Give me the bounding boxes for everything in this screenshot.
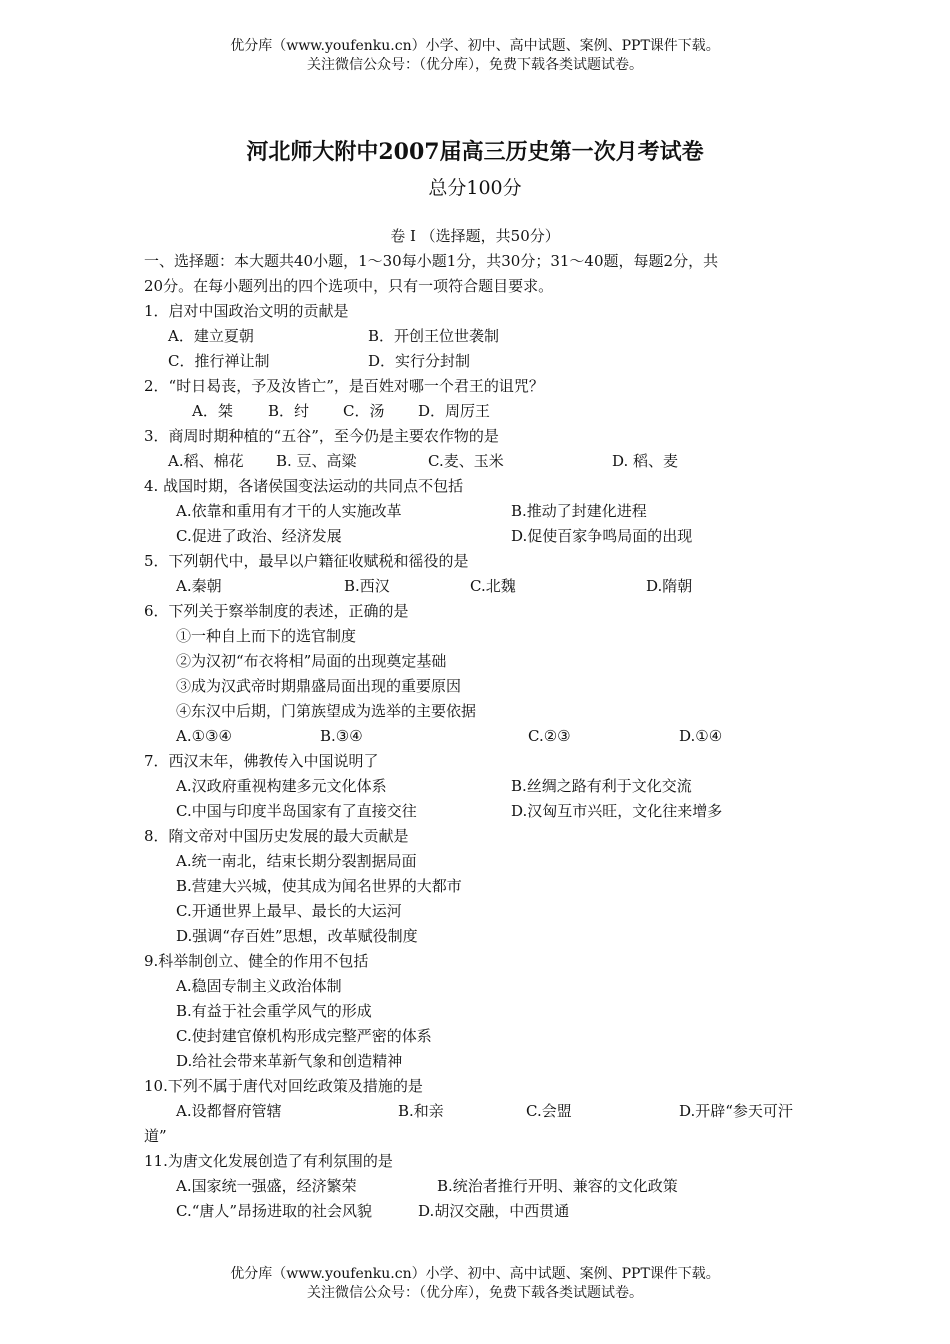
q2-option-d: D．周厉王 — [418, 402, 491, 420]
q2-option-b: B．纣 — [268, 402, 310, 420]
q9-option-d: D.给社会带来革新气象和创造精神 — [176, 1052, 403, 1070]
q6-statement-3: ③成为汉武帝时期鼎盛局面出现的重要原因 — [176, 677, 462, 695]
q10-stem: 10.下列不属于唐代对回纥政策及措施的是 — [144, 1077, 423, 1095]
q1-option-b: B．开创王位世袭制 — [368, 327, 500, 345]
instructions-line-1: 一、选择题：本大题共40小题，1～30每小题1分，共30分；31～40题，每题2分，共 — [144, 252, 719, 270]
q6-option-c: C.②③ — [528, 727, 571, 745]
q11-option-b: B.统治者推行开明、兼容的文化政策 — [437, 1177, 678, 1195]
footer-line-1: 优分库（www.youfenku.cn）小学、初中、高中试题、案例、PPT课件下载。 — [230, 1266, 720, 1282]
header-line-1: 优分库（www.youfenku.cn）小学、初中、高中试题、案例、PPT课件下载。 — [230, 38, 720, 54]
q6-option-a: A.①③④ — [176, 727, 232, 745]
exam-title: 河北师大附中2007届高三历史第一次月考试卷 — [246, 139, 704, 165]
exam-total-score: 总分100分 — [428, 177, 522, 199]
q11-option-c: C.“唐人”昂扬进取的社会风貌 — [176, 1202, 373, 1220]
q8-option-d: D.强调“存百姓”思想，改革赋役制度 — [176, 927, 418, 945]
q3-option-b: B. 豆、高粱 — [276, 452, 357, 470]
q5-option-d: D.隋朝 — [646, 577, 693, 595]
q8-option-b: B.营建大兴城，使其成为闻名世界的大都市 — [176, 877, 462, 895]
q3-option-c: C.麦、玉米 — [428, 452, 504, 470]
q1-option-d: D．实行分封制 — [368, 352, 471, 370]
q5-option-b: B.西汉 — [344, 577, 390, 595]
q7-option-c: C.中国与印度半岛国家有了直接交往 — [176, 802, 417, 820]
footer-line-2: 关注微信公众号：（优分库），免费下载各类试题试卷。 — [307, 1285, 643, 1301]
q7-option-a: A.汉政府重视构建多元文化体系 — [176, 777, 387, 795]
q11-option-d: D.胡汉交融，中西贯通 — [418, 1202, 570, 1220]
q3-stem: 3．商周时期种植的“五谷”，至今仍是主要农作物的是 — [144, 427, 499, 445]
q1-stem: 1．启对中国政治文明的贡献是 — [144, 302, 349, 320]
q10-option-d-continued: 道” — [144, 1127, 167, 1145]
q3-option-d: D. 稻、麦 — [612, 452, 679, 470]
header-line-2: 关注微信公众号：（优分库），免费下载各类试题试卷。 — [307, 57, 643, 73]
q5-stem: 5．下列朝代中，最早以户籍征收赋税和徭役的是 — [144, 552, 469, 570]
q5-option-c: C.北魏 — [470, 577, 516, 595]
q8-option-a: A.统一南北，结束长期分裂割据局面 — [176, 852, 417, 870]
q1-option-c: C．推行禅让制 — [168, 352, 270, 370]
q10-option-b: B.和亲 — [398, 1102, 444, 1120]
q4-option-a: A.依靠和重用有才干的人实施改革 — [176, 502, 402, 520]
q6-stem: 6．下列关于察举制度的表述，正确的是 — [144, 602, 409, 620]
q3-option-a: A.稻、棉花 — [168, 452, 244, 470]
q8-option-c: C.开通世界上最早、最长的大运河 — [176, 902, 402, 920]
q6-statement-2: ②为汉初“布衣将相”局面的出现奠定基础 — [176, 652, 447, 670]
q7-option-d: D.汉匈互市兴旺，文化往来增多 — [511, 802, 723, 820]
section-heading: 卷 I （选择题，共50分） — [390, 227, 560, 245]
q1-option-a: A．建立夏朝 — [168, 327, 254, 345]
q7-stem: 7．西汉末年，佛教传入中国说明了 — [144, 752, 379, 770]
q9-option-c: C.使封建官僚机构形成完整严密的体系 — [176, 1027, 432, 1045]
q11-option-a: A.国家统一强盛，经济繁荣 — [176, 1177, 357, 1195]
q9-option-b: B.有益于社会重学风气的形成 — [176, 1002, 372, 1020]
q2-option-a: A．桀 — [192, 402, 233, 420]
q7-option-b: B.丝绸之路有利于文化交流 — [511, 777, 692, 795]
q5-option-a: A.秦朝 — [176, 577, 222, 595]
q8-stem: 8．隋文帝对中国历史发展的最大贡献是 — [144, 827, 409, 845]
q2-option-c: C．汤 — [343, 402, 385, 420]
q4-option-b: B.推动了封建化进程 — [511, 502, 647, 520]
q10-option-d: D.开辟“参天可汗 — [679, 1102, 793, 1120]
q11-stem: 11.为唐文化发展创造了有利氛围的是 — [144, 1152, 393, 1170]
q6-option-b: B.③④ — [320, 727, 363, 745]
q6-statement-1: ①一种自上而下的选官制度 — [176, 627, 357, 645]
q4-option-c: C.促进了政治、经济发展 — [176, 527, 342, 545]
q9-option-a: A.稳固专制主义政治体制 — [176, 977, 342, 995]
q10-option-a: A.设都督府管辖 — [176, 1102, 282, 1120]
q6-statement-4: ④东汉中后期，门第族望成为选举的主要依据 — [176, 702, 477, 720]
q9-stem: 9.科举制创立、健全的作用不包括 — [144, 952, 369, 970]
q2-stem: 2．“时日曷丧，予及汝皆亡”，是百姓对哪一个君王的诅咒？ — [144, 377, 544, 395]
q6-option-d: D.①④ — [679, 727, 723, 745]
q10-option-c: C.会盟 — [526, 1102, 572, 1120]
q4-stem: 4. 战国时期，各诸侯国变法运动的共同点不包括 — [144, 477, 464, 495]
q4-option-d: D.促使百家争鸣局面的出现 — [511, 527, 693, 545]
instructions-line-2: 20分。在每小题列出的四个选项中，只有一项符合题目要求。 — [144, 277, 554, 295]
